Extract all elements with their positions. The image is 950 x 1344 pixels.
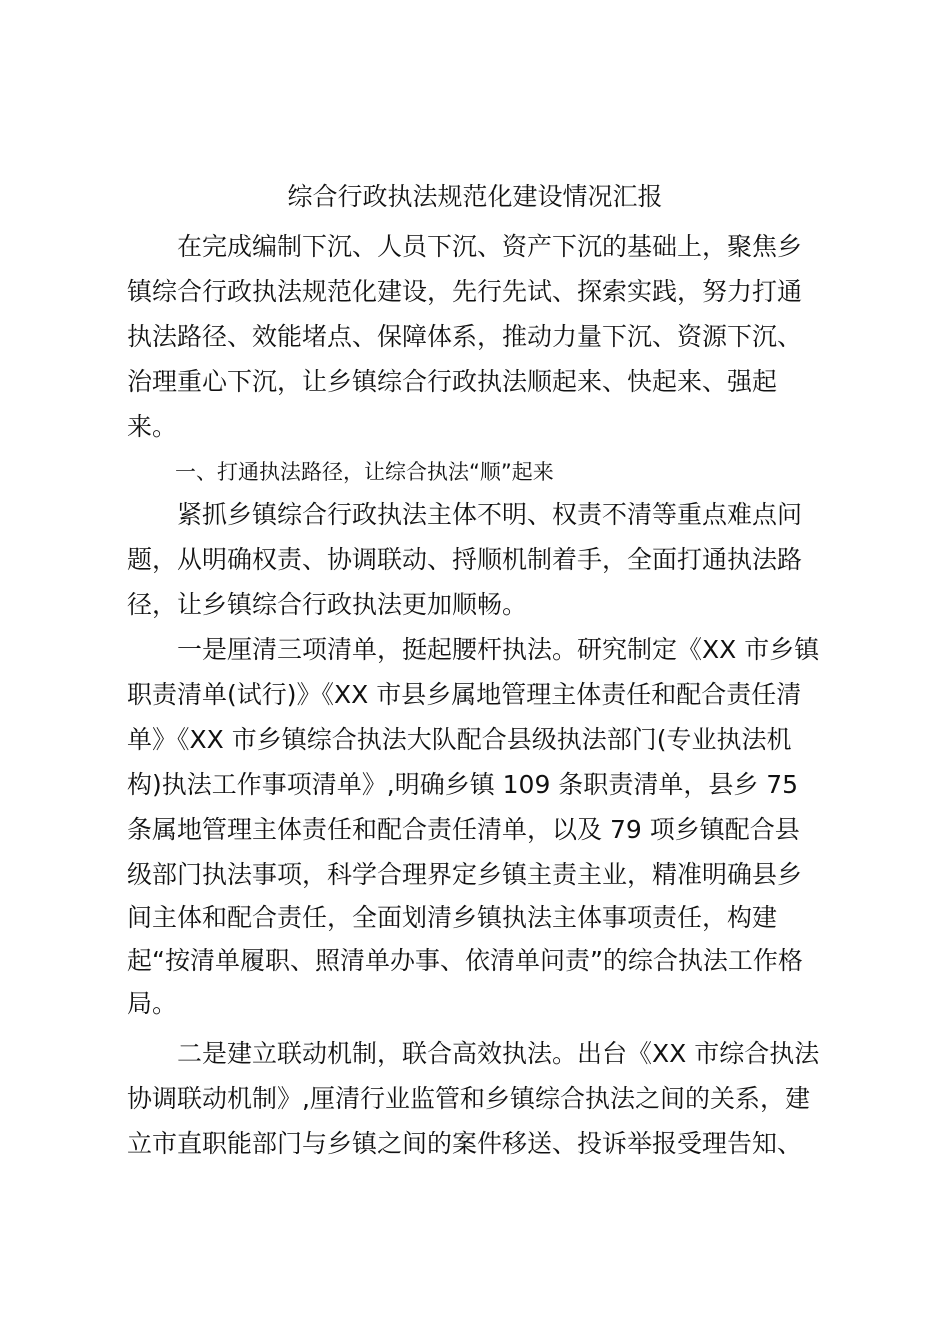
intro-line-3: 执法路径、效能堵点、保障体系，推动力量下沉、资源下沉、 xyxy=(127,322,803,351)
s1-p2-line-3: 单》《XX 市乡镇综合执法大队配合县级执法部门(专业执法机 xyxy=(127,725,792,754)
s1-p2-line-5: 条属地管理主体责任和配合责任清单，以及 79 项乡镇配合县 xyxy=(127,815,800,844)
section-1-heading: 一、打通执法路径，让综合执法“顺”起来 xyxy=(175,460,554,484)
s1-p2-line-4: 构)执法工作事项清单》,明确乡镇 109 条职责清单，县乡 75 xyxy=(127,770,799,799)
s1-p2-line-9: 局。 xyxy=(127,989,178,1018)
s1-p2-line-2: 职责清单(试行)》《XX 市县乡属地管理主体责任和配合责任清 xyxy=(127,680,802,709)
intro-line-4: 治理重心下沉，让乡镇综合行政执法顺起来、快起来、强起 xyxy=(127,367,778,396)
s1-p2-line-1: 一是厘清三项清单，挺起腰杆执法。研究制定《XX 市乡镇 xyxy=(177,635,820,664)
s1-p1-line-2: 题，从明确权责、协调联动、捋顺机制着手，全面打通执法路 xyxy=(127,545,803,574)
s1-p2-line-7: 间主体和配合责任，全面划清乡镇执法主体事项责任，构建 xyxy=(127,903,778,932)
s1-p2-line-6: 级部门执法事项，科学合理界定乡镇主责主业，精准明确县乡 xyxy=(127,860,803,889)
s1-p3-line-1: 二是建立联动机制，联合高效执法。出台《XX 市综合执法 xyxy=(177,1039,820,1068)
s1-p1-line-3: 径，让乡镇综合行政执法更加顺畅。 xyxy=(127,590,528,619)
intro-line-1: 在完成编制下沉、人员下沉、资产下沉的基础上，聚焦乡 xyxy=(177,232,803,261)
intro-line-5: 来。 xyxy=(127,412,178,441)
intro-line-2: 镇综合行政执法规范化建设，先行先试、探索实践，努力打通 xyxy=(127,277,803,306)
s1-p3-line-2: 协调联动机制》,厘清行业监管和乡镇综合执法之间的关系，建 xyxy=(127,1084,810,1113)
document-title: 综合行政执法规范化建设情况汇报 xyxy=(287,182,663,211)
s1-p3-line-3: 立市直职能部门与乡镇之间的案件移送、投诉举报受理告知、 xyxy=(127,1129,803,1158)
s1-p2-line-8: 起“按清单履职、照清单办事、依清单问责”的综合执法工作格 xyxy=(127,946,803,975)
s1-p1-line-1: 紧抓乡镇综合行政执法主体不明、权责不清等重点难点问 xyxy=(177,500,803,529)
